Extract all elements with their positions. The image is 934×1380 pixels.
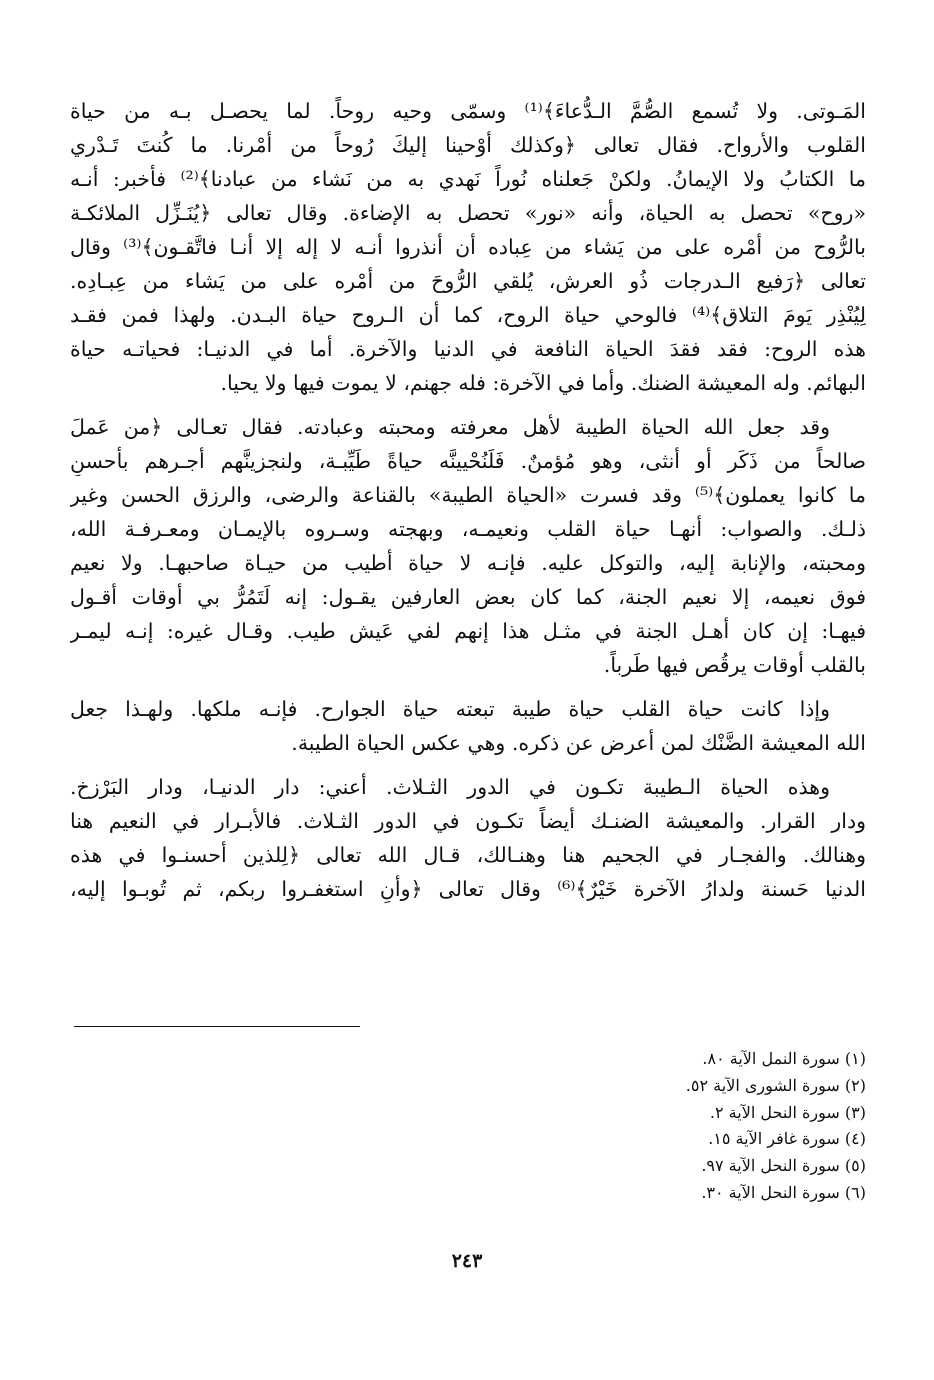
page-number: ٢٤٣ (451, 1250, 483, 1272)
text-line: فوق نعيمه، إلا نعيم الجنة، كما كان بعض العارفين يقـول: إنه لَتَمُرُّ بي أوقات أقـول (70, 585, 866, 609)
footnote-item: (١) سورة النمل الآية ٨٠. (702, 1049, 866, 1068)
footnote-item: (٥) سورة النحل الآية ٩٧. (701, 1156, 866, 1176)
text-line: لِيُنْذِر يَومَ التلاق﴾⁽⁴⁾ فالوحي حياة الروح، كما أن الـروح حياة البـدن. ولهذا فمن فقـد (70, 303, 866, 327)
text-line: فيهـا: إن كان أهـل الجنة في مثـل هذا إنهم لفي عَيش طيب. وقـال غيره: إنـه ليمـر (70, 619, 866, 643)
text-line: ما الكتابُ ولا الإيمانُ. ولكنْ جَعلناه نُوراً نَهدي به من نَشاء من عبادنا﴾⁽²⁾ فأخبر: أنـه (70, 167, 866, 191)
text-line: ودار القرار. والمعيشة الضنـك أيضاً تكـون في الدور الثـلاث. فالأبـرار في النعيم هنا (70, 809, 866, 833)
footnotes (366, 1046, 866, 1207)
text-line: ما كانوا يعملون﴾⁽⁵⁾ وقد فسرت «الحياة الطيبة» بالقناعة والرضى، والرزق الحسن وغير (70, 483, 866, 507)
footnote-item: (٢) سورة الشورى الآية ٥٢. (685, 1075, 866, 1095)
footnote-item: (٤) سورة غافر الآية ١٥. (708, 1129, 866, 1149)
text-line: بالرُّوح من أمْره على من يَشاء من عِباده أن أنذروا أنـه لا إله إلا أنـا فاتَّقـون﴾⁽³⁾ وقال (70, 235, 866, 259)
text-line: الله المعيشة الضَّنْك لمن أعرض عن ذكره. وهي عكس الحياة الطيبة. (291, 731, 866, 755)
text-line: الدنيا حَسنة ولدارُ الآخرة خَيْرٌ﴾⁽⁶⁾ وقال تعالى ﴿وأنِ استغفـروا ربكم، ثم تُوبـوا إليه، (70, 877, 866, 901)
text-line: تعالى ﴿رَفيع الـدرجات ذُو العرش، يُلقي الرُّوحَ من أمْره على من يَشاء من عِبـادِه. (70, 269, 866, 293)
text-line: المَـوتى. ولا تُسمع الصُّمَّ الـدُّعاءَ﴾⁽¹⁾ وسمّى وحيه روحاً. لما يحصـل بـه من حياة (70, 99, 866, 123)
footnote-item: (٦) سورة النحل الآية ٣٠. (701, 1182, 866, 1202)
text-line: وهنالك. والفجـار في الجحيم هنا وهنـالك، قـال الله تعالى ﴿لِلذين أحسنـوا في هذه (70, 843, 866, 867)
footnote-item: (٣) سورة النحل الآية ٢. (709, 1102, 866, 1122)
text-line: «روح» تحصل به الحياة، وأنه «نور» تحصل به الإضاءة. وقال تعالى ﴿يُنَـزِّل الملائكـة (70, 201, 866, 225)
text-line: البهائم. وله المعيشة الضنك. وأما في الآخرة: فله جهنم، لا يموت فيها ولا يحيا. (220, 371, 866, 395)
text-line: بالقلب أوقات يرقُص فيها طَرباً. (603, 653, 866, 677)
text-line: وإذا كانت حياة القلب حياة طيبة تبعته حياة الجوارح. فإنـه ملكها. ولهـذا جعل (70, 697, 830, 721)
text-line: صالحاً من ذَكَر أو أنثى، وهو مُؤمنٌ. فَلَنُحْيينَّه حياةً طَيِّبـة، ولنجزينَّهم أجـرهم بأحسنِ (70, 449, 866, 473)
text-line: وقد جعل الله الحياة الطيبة لأهل معرفته ومحبته وعبادته. فقال تعـالى ﴿من عَملَ (70, 415, 830, 439)
text-line: ذلـك. والصواب: أنهـا حياة القلب ونعيمـه، وبهجته وسـروه بالإيمـان ومعـرفـة الله، (70, 517, 866, 541)
text-line: هذه الروح: فقد فقدَ الحياة النافعة في الدنيا والآخرة. أما في الدنيـا: فحياتـه حياة (70, 337, 866, 361)
text-line: القلوب والأرواح. فقال تعالى ﴿وكذلك أوْحينا إليكَ رُوحاً من أمْرنا. ما كُنتَ تَـدْري (70, 133, 866, 157)
text-line: ومحبته، والإنابة إليه، والتوكل عليه. فإنـه لا حياة أطيب من حيـاة صاحبهـا. ولا نعيم (70, 551, 866, 575)
text-line: وهذه الحياة الـطيبة تكـون في الدور الثـلاث. أعني: دار الدنيـا، ودار البَرْزخ. (70, 775, 830, 799)
footnote-divider (74, 1026, 360, 1027)
